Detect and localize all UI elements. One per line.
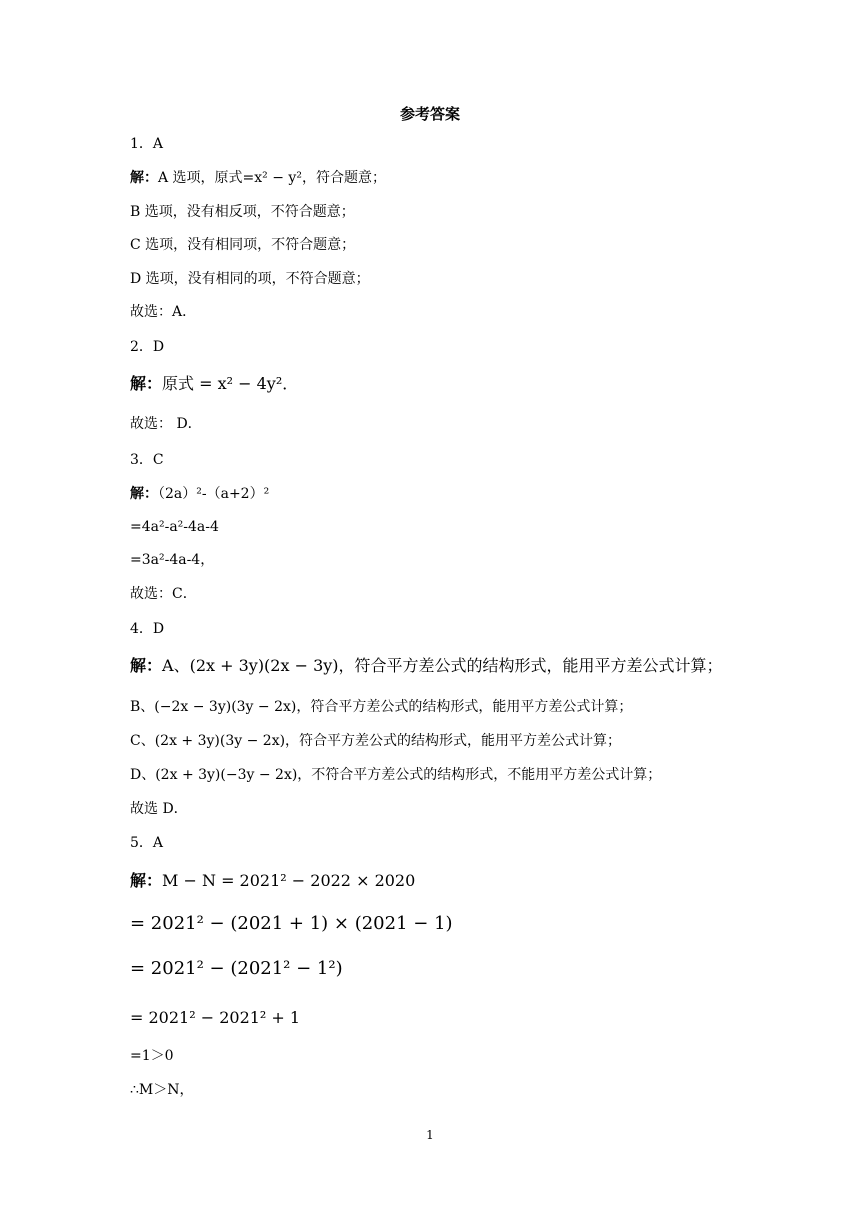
- solution-line: = 2021² − (2021 + 1) × (2021 − 1): [130, 913, 453, 934]
- choice-line: 故选： D．: [130, 416, 202, 432]
- solution-label: 解：: [130, 170, 158, 186]
- solution-line: B、(−2x − 3y)(3y − 2x)，符合平方差公式的结构形式，能用平方差公式计算；: [130, 699, 633, 715]
- solution-line: =1＞0: [130, 1048, 174, 1064]
- solution-line: B 选项，没有相反项，不符合题意；: [130, 204, 355, 220]
- page-title: 参考答案: [399, 105, 460, 123]
- answer-number: 5．A: [130, 835, 164, 851]
- solution-line: 解：A、(2x + 3y)(2x − 3y)，符合平方差公式的结构形式，能用平方差公式计算；: [130, 656, 723, 675]
- solution-line: ∴M＞N，: [130, 1082, 194, 1098]
- solution-line: 解：M − N = 2021² − 2022 × 2020: [130, 871, 416, 890]
- solution-label: 解：: [130, 486, 158, 502]
- answer-number: 3．C: [130, 452, 164, 468]
- answer-number: 4．D: [130, 621, 165, 637]
- solution-line: D 选项，没有相同的项，不符合题意；: [130, 271, 370, 287]
- solution-line: = 2021² − (2021² − 1²): [130, 958, 343, 979]
- page-number: 1: [426, 1128, 434, 1142]
- solution-line: C 选项，没有相同项，不符合题意；: [130, 237, 356, 253]
- solution-line: =4a²-a²-4a-4: [130, 519, 219, 535]
- solution-line: =3a²-4a-4，: [130, 552, 215, 568]
- solution-line: C、(2x + 3y)(3y − 2x)，符合平方差公式的结构形式，能用平方差公式计算；: [130, 733, 622, 749]
- solution-line: 解：原式 = x² − 4y²．: [130, 374, 299, 393]
- solution-line: 解：（2a）²-（a+2）²: [130, 486, 270, 502]
- solution-line: D、(2x + 3y)(−3y − 2x)，不符合平方差公式的结构形式，不能用平方差公式计算；: [130, 767, 662, 783]
- solution-label: 解：: [130, 656, 163, 675]
- answer-number: 2．D: [130, 339, 165, 355]
- solution-label: 解：: [130, 871, 163, 890]
- solution-line: 解：A 选项，原式=x² − y²，符合题意；: [130, 170, 386, 186]
- choice-line: 故选 D．: [130, 801, 188, 817]
- choice-line: 故选：A．: [130, 304, 197, 320]
- choice-line: 故选：C．: [130, 586, 197, 602]
- answer-number: 1．A: [130, 136, 164, 152]
- solution-line: = 2021² − 2021² + 1: [130, 1008, 301, 1027]
- solution-label: 解：: [130, 374, 163, 393]
